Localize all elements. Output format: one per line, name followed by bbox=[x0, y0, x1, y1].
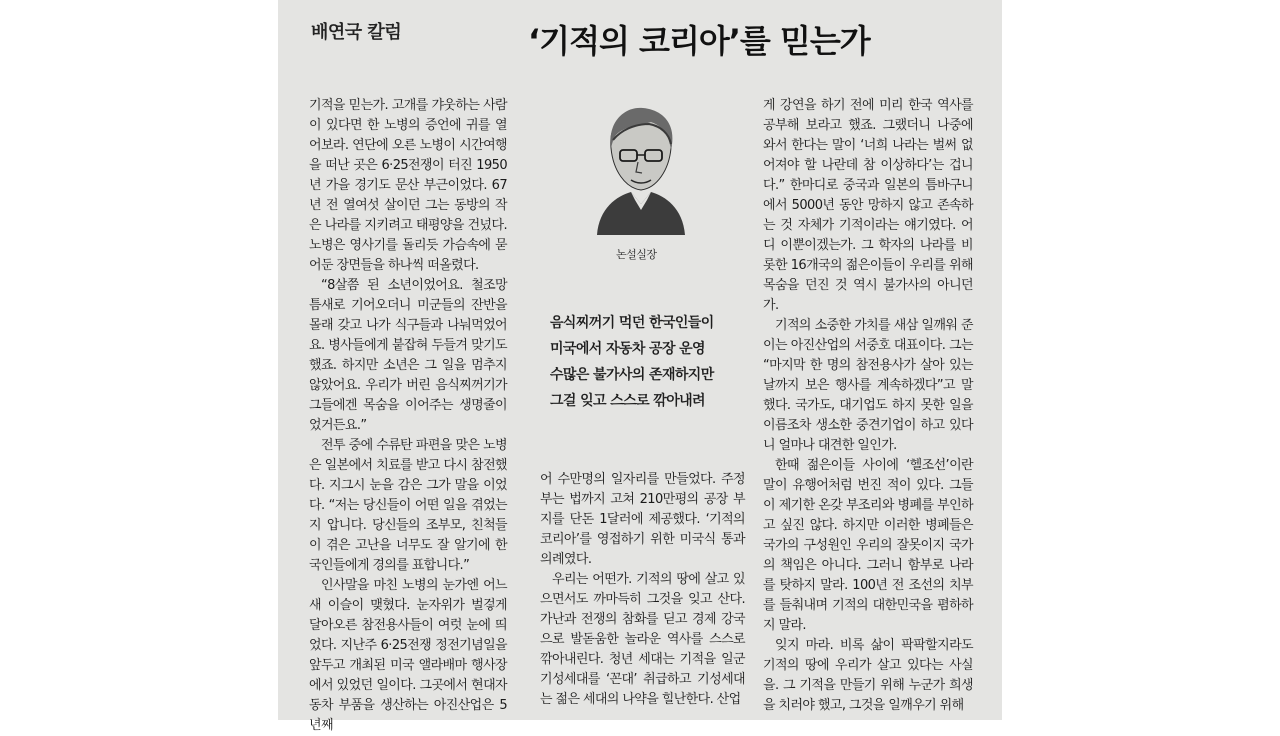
paragraph: 게 강연을 하기 전에 미리 한국 역사를 공부해 보라고 했죠. 그랬더니 나중에 와서 한다는 말이 ‘너희 나라는 벌써 없어져야 할 나란데 참 이상하다’는 겁니다.” 한마디로 중국과 일본의 틈바구니에서 5000년 동안 망하지 않고 존속하는 것 자체가 기적이라는 얘기였다. 어디 이뿐이겠는가. 그 학자의 나라를 비롯한 16개국의 젊은이들이 우리를 위해 목숨을 던진 것 역시 불가사의 아니던가. bbox=[763, 98, 973, 313]
article-column-right bbox=[763, 96, 973, 716]
paragraph: 기적의 소중한 가치를 새삼 일깨워 준 이는 아진산업의 서중호 대표이다. 그는 “마지막 한 명의 참전용사가 살아 있는 날까지 보은 행사를 계속하겠다”고 말했다. 국가도, 대기업도 하지 못한 일을 이름조차 생소한 중견기업이 하고 있다니 얼마나 대견한 일인가. bbox=[763, 318, 973, 453]
pull-quote-line: 음식찌꺼기 먹던 한국인들이 bbox=[550, 315, 714, 331]
paragraph: 전투 중에 수류탄 파편을 맞은 노병은 일본에서 치료를 받고 다시 참전했다. 지그시 눈을 감은 그가 말을 이었다. “저는 당신들이 어떤 일을 겪었는지 압니다. 당신들의 조부모, 친척들이 겪은 고난을 너무도 잘 알기에 한국인들에게 경의를 표합니다.” bbox=[309, 438, 507, 573]
paragraph: 기적을 믿는가. 고개를 갸웃하는 사람이 있다면 한 노병의 증언에 귀를 열어보라. 연단에 오른 노병이 시간여행을 떠난 곳은 6·25전쟁이 터진 1950년 가을 경기도 문산 부근이었다. 67년 전 열여섯 살이던 그는 동방의 작은 나라를 지키려고 태평양을 건넜다. 노병은 영사기를 돌리듯 가슴속에 묻어둔 장면들을 하나씩 떠올렸다. bbox=[309, 98, 507, 273]
author-portrait bbox=[591, 100, 691, 235]
paragraph: 어 수만명의 일자리를 만들었다. 주정부는 법까지 고쳐 210만평의 공장 부지를 단돈 1달러에 제공했다. ‘기적의 코리아’를 영접하기 위한 미국식 통과의례였다. bbox=[540, 472, 745, 567]
pull-quote-line: 그걸 잊고 스스로 깎아내려 bbox=[550, 393, 705, 409]
byline: 논설실장 bbox=[616, 248, 657, 261]
paragraph: “8살쯤 된 소년이었어요. 철조망 틈새로 기어오더니 미군들의 잔반을 몰래 갖고 나가 식구들과 나눠먹었어요. 병사들에게 붙잡혀 두들겨 맞기도 했죠. 하지만 소년은 그 일을 멈추지 않았어요. 우리가 버린 음식찌꺼기가 그들에겐 목숨을 이어주는 생명줄이었거든요.” bbox=[309, 278, 507, 433]
paragraph: 우리는 어떤가. 기적의 땅에 살고 있으면서도 까마득히 그것을 잊고 산다. 가난과 전쟁의 참화를 딛고 경제 강국으로 발돋움한 놀라운 역사를 스스로 깎아내린다. 청년 세대는 기적을 일군 기성세대를 ‘꼰대’ 취급하고 기성세대는 젊은 세대의 나약을 힐난한다. 산업 bbox=[540, 572, 745, 707]
column-kicker: 배연국 칼럼 bbox=[311, 22, 402, 43]
pull-quote-line: 미국에서 자동차 공장 운영 bbox=[550, 341, 705, 357]
article-column-middle bbox=[540, 470, 745, 710]
headline: ‘기적의 코리아’를 믿는가 bbox=[528, 22, 870, 60]
paragraph: 인사말을 마친 노병의 눈가엔 어느새 이슬이 맺혔다. 눈자위가 벌겋게 달아오른 참전용사들이 여럿 눈에 띄었다. 지난주 6·25전쟁 정전기념일을 앞두고 개최된 미국 앨라배마 행사장에서 있었던 일이다. 그곳에서 현대자동차 부품을 생산하는 아진산업은 5년째 bbox=[309, 578, 507, 733]
pull-quote-line: 수많은 불가사의 존재하지만 bbox=[550, 367, 714, 383]
pull-quote bbox=[550, 310, 750, 414]
newspaper-clipping bbox=[278, 0, 1002, 733]
article-column-left bbox=[309, 96, 507, 736]
paragraph: 한때 젊은이들 사이에 ‘헬조선’이란 말이 유행어처럼 번진 적이 있다. 그들이 제기한 온갖 부조리와 병폐를 부인하고 싶진 않다. 하지만 이러한 병폐들은 국가의 구성원인 우리의 잘못이지 국가의 책임은 아니다. 그러니 함부로 나라를 탓하지 말라. 100년 전 조선의 치부를 들춰내며 기적의 대한민국을 폄하하지 말라. bbox=[763, 458, 973, 633]
paragraph: 잊지 마라. 비록 삶이 팍팍할지라도 기적의 땅에 우리가 살고 있다는 사실을. 그 기적을 만들기 위해 누군가 희생을 치러야 했고, 그것을 일깨우기 위해 bbox=[763, 638, 973, 713]
